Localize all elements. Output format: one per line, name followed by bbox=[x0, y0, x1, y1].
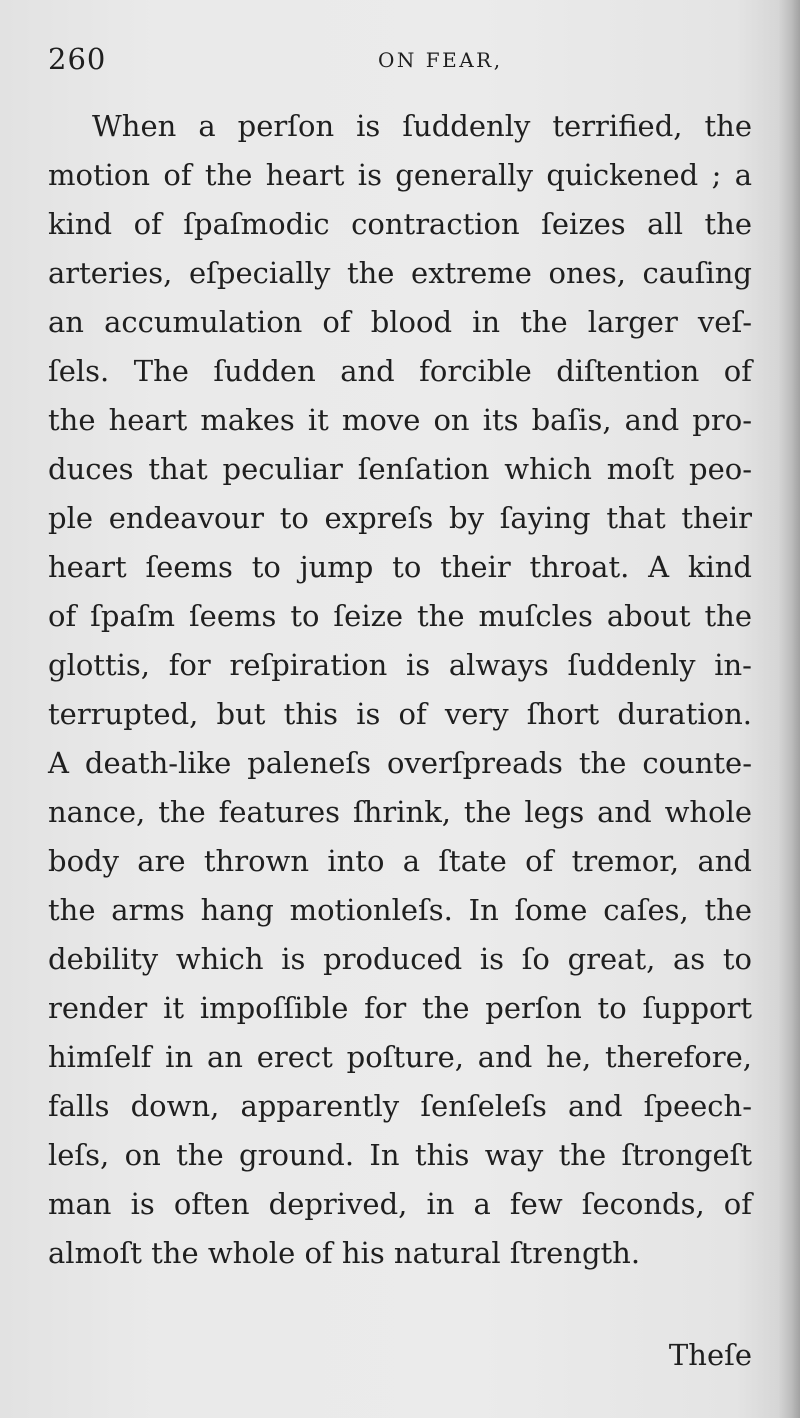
catchword: Theſe bbox=[668, 1338, 752, 1372]
text-line: A death-like paleneſs overſpreads the counte- bbox=[48, 746, 752, 780]
text-line: ſels. The ſudden and forcible diſtention of bbox=[48, 354, 752, 388]
text-line: of ſpaſm ſeems to ſeize the muſcles about the bbox=[48, 599, 752, 633]
text-line: terrupted, but this is of very ſhort duration. bbox=[48, 697, 752, 731]
body-text bbox=[48, 102, 752, 1278]
running-head: ON FEAR, bbox=[378, 48, 503, 72]
text-line: falls down, apparently ſenſeleſs and ſpeech- bbox=[48, 1089, 752, 1123]
text-line: kind of ſpaſmodic contraction ſeizes all the bbox=[48, 207, 752, 241]
text-line: leſs, on the ground. In this way the ſtrongeſt bbox=[48, 1138, 752, 1172]
text-line: body are thrown into a ſtate of tremor, and bbox=[48, 844, 752, 878]
text-line: nance, the features ſhrink, the legs and whole bbox=[48, 795, 752, 829]
text-line: almoſt the whole of his natural ſtrength. bbox=[48, 1236, 641, 1270]
text-line: an accumulation of blood in the larger veſ- bbox=[48, 305, 752, 339]
spine-shadow bbox=[778, 0, 800, 1418]
page-number: 260 bbox=[48, 42, 107, 76]
text-line: duces that peculiar ſenſation which moſt peo- bbox=[48, 452, 752, 486]
text-line: When a perſon is ſuddenly terrified, the bbox=[92, 109, 752, 143]
page-header bbox=[48, 42, 748, 82]
text-line: heart ſeems to jump to their throat. A kind bbox=[48, 550, 752, 584]
text-line: debility which is produced is ſo great, as to bbox=[48, 942, 752, 976]
text-line: the heart makes it move on its baſis, and pro- bbox=[48, 403, 752, 437]
text-line: arteries, eſpecially the extreme ones, cauſing bbox=[48, 256, 752, 290]
text-line: motion of the heart is generally quickened ; a bbox=[48, 158, 752, 192]
text-line: ple endeavour to expreſs by ſaying that their bbox=[48, 501, 752, 535]
text-line: render it impoſſible for the perſon to ſupport bbox=[48, 991, 752, 1025]
text-line: the arms hang motionleſs. In ſome caſes, the bbox=[48, 893, 752, 927]
text-line: himſelf in an erect poſture, and he, therefore, bbox=[48, 1040, 752, 1074]
text-line: glottis, for reſpiration is always ſuddenly in- bbox=[48, 648, 752, 682]
text-line: man is often deprived, in a few ſeconds, of bbox=[48, 1187, 752, 1221]
